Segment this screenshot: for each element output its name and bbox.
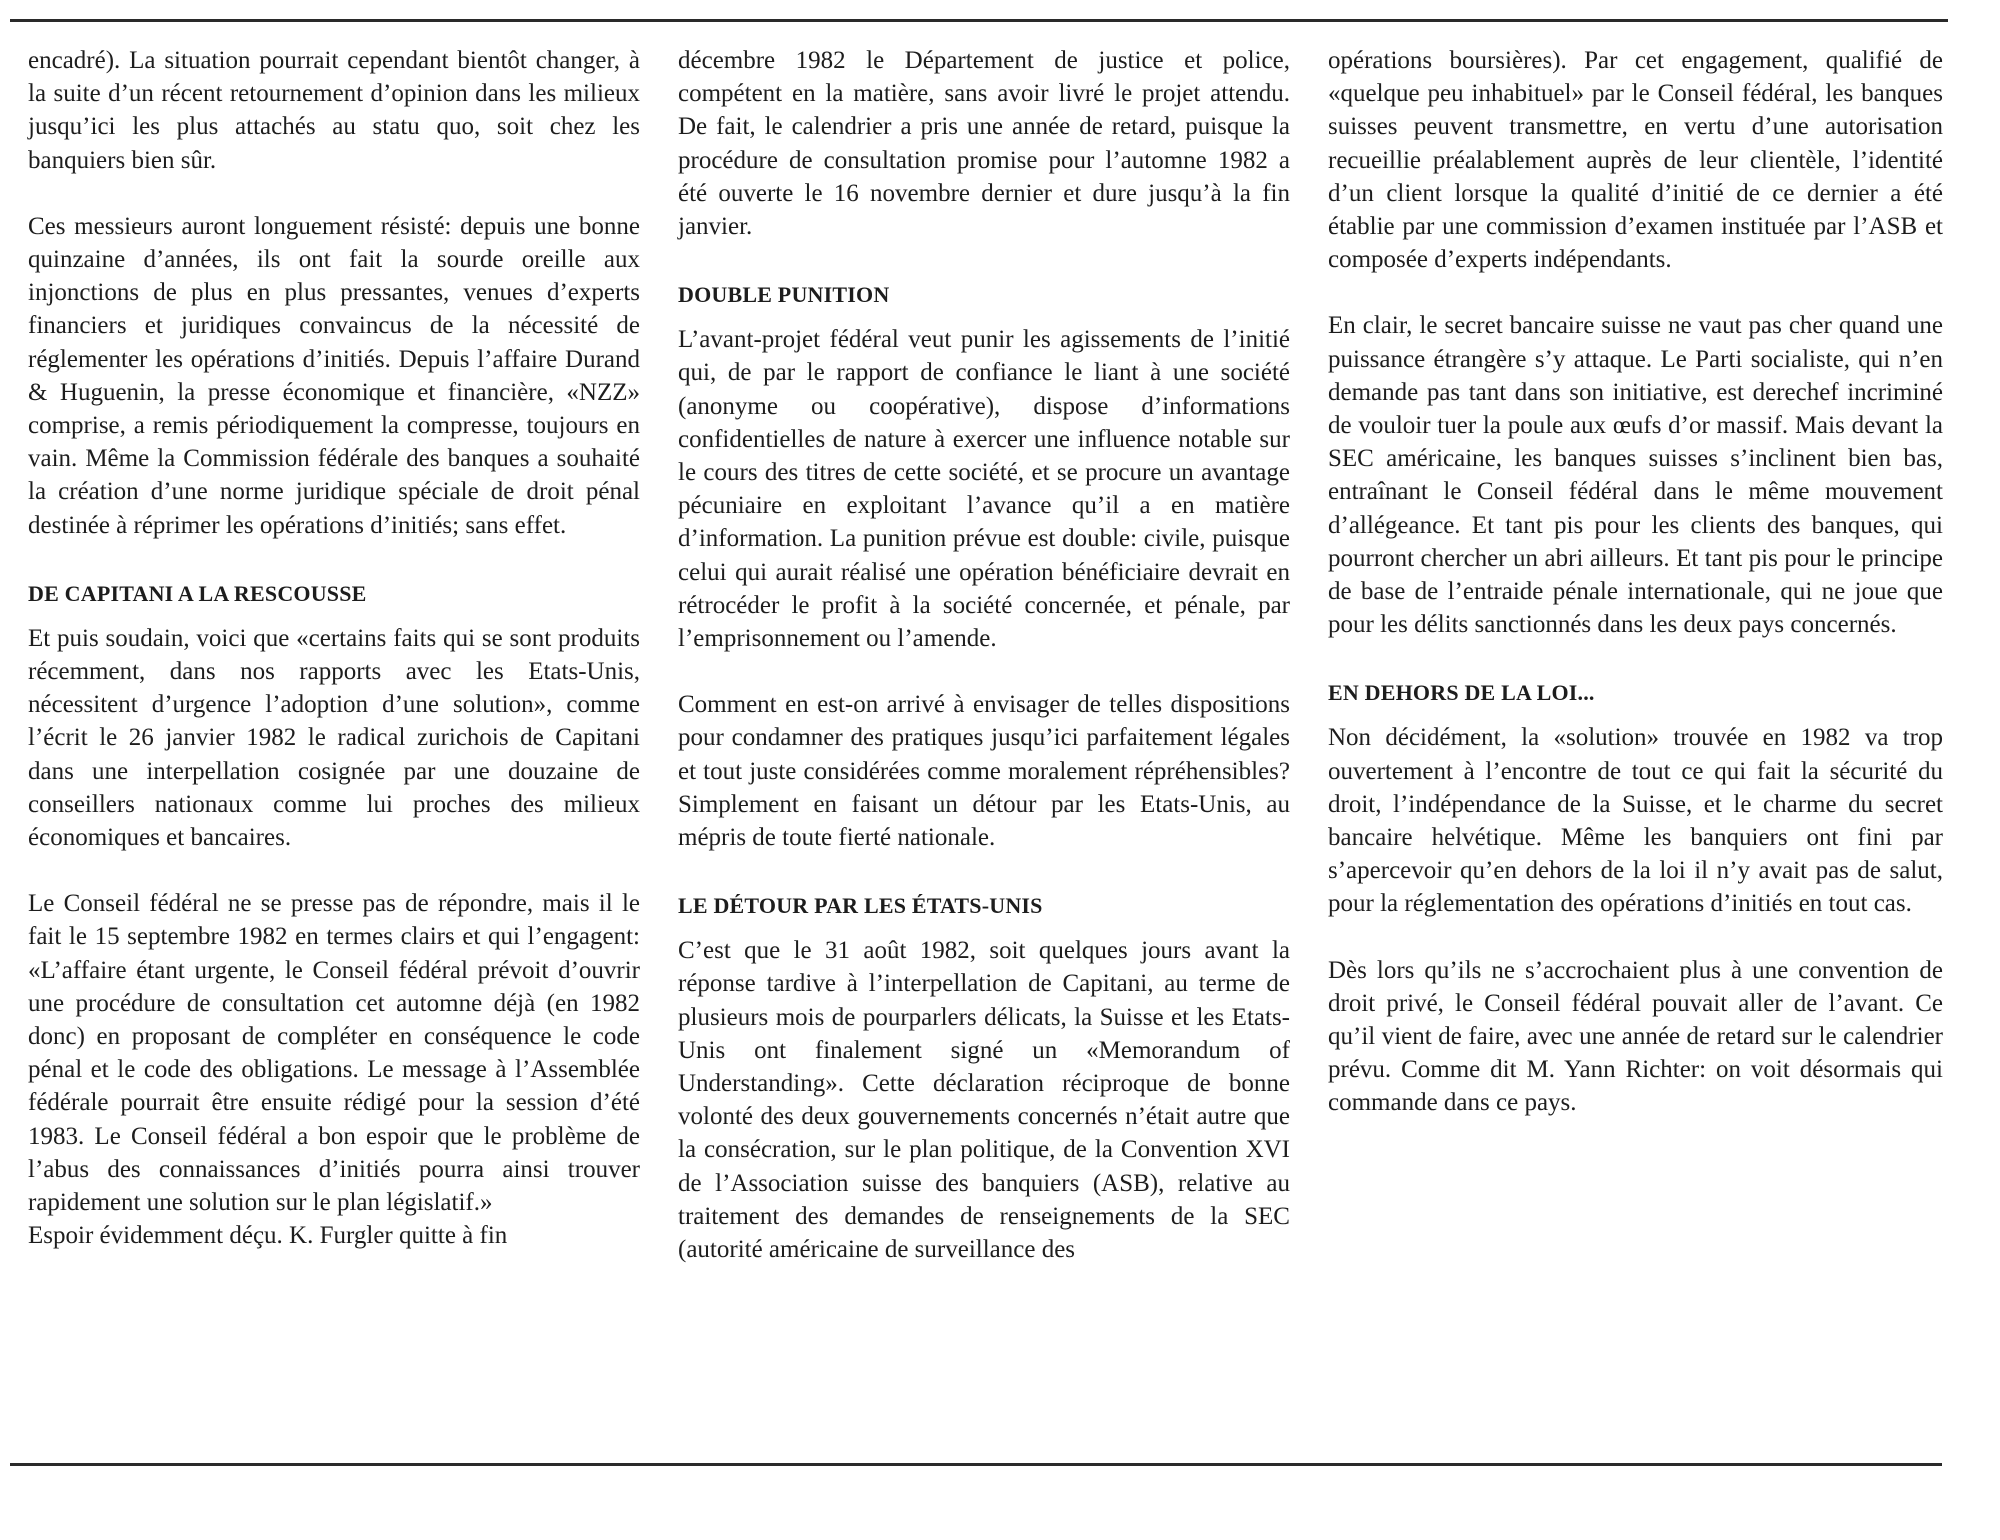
- paragraph: encadré). La situation pourrait cependant bientôt changer, à la suite d’un récent retournement d’opinion dans les milieux jusqu’ici les plus attachés au statu quo, soit chez les banquiers bien sûr.: [28, 47, 640, 174]
- paragraph: Non décidément, la «solution» trouvée en 1982 va trop ouvertement à l’encontre de tout ce qui fait la sécurité du droit, l’indépendance de la Suisse, et le charme du secret bancaire helvétique. Même les banquiers ont fini par s’apercevoir qu’en dehors de la loi il n’y avait pas de salut, pour la réglementation des opérations d’initiés en tout cas.: [1328, 724, 1943, 918]
- section-heading: EN DEHORS DE LA LOI...: [1328, 680, 1595, 706]
- paragraph: Comment en est-on arrivé à envisager de telles dispositions pour condamner des pratiques jusqu’ici parfaitement légales et tout juste considérées comme moralement répréhensibles? Simplement en faisant un détour par les Etats-Unis, au mépris de toute fierté nationale.: [678, 691, 1290, 852]
- paragraph: opérations boursières). Par cet engagement, qualifié de «quelque peu inhabituel» par le Conseil fédéral, les banques suisses peuvent transmettre, en vertu d’une autorisation recueillie préalablement auprès de leur clientèle, l’identité d’un client lorsque la qualité d’initié de ce dernier a été établie par une commission d’examen instituée par l’ASB et composée d’experts indépendants.: [1328, 47, 1943, 274]
- paragraph: Dès lors qu’ils ne s’accrochaient plus à une convention de droit privé, le Conseil fédéral pouvait aller de l’avant. Ce qu’il vient de faire, avec une année de retard sur le calendrier prévu. Comme dit M. Yann Richter: on voit désormais qui commande dans ce pays.: [1328, 956, 1943, 1117]
- top-rule: [10, 19, 1948, 22]
- paragraph: En clair, le secret bancaire suisse ne vaut pas cher quand une puissance étrangère s’y attaque. Le Parti socialiste, qui n’en demande pas tant dans son initiative, est derechef incriminé de vouloir tuer la poule aux œufs d’or massif. Mais devant la SEC américaine, les banques suisses s’inclinent bien bas, entraînant le Conseil fédéral dans le même mouvement d’allégeance. Et tant pis pour les clients des banques, qui pourront chercher un abri ailleurs. Et tant pis pour le principe de base de l’entraide pénale internationale, qui ne joue que pour les délits sanctionnés dans les deux pays concernés.: [1328, 312, 1943, 639]
- paragraph: Ces messieurs auront longuement résisté: depuis une bonne quinzaine d’années, ils ont fait la sourde oreille aux injonctions de plus en plus pressantes, venues d’experts financiers et juridiques convaincus de la nécessité de réglementer les opérations d’initiés. Depuis l’affaire Durand & Huguenin, la presse économique et financière, «NZZ» comprise, a remis périodiquement la compresse, toujours en vain. Même la Commission fédérale des banques a souhaité la création d’une norme juridique spéciale de droit pénal destinée à réprimer les opérations d’initiés; sans effet.: [28, 212, 640, 539]
- paragraph: L’avant-projet fédéral veut punir les agissements de l’initié qui, de par le rapport de confiance le liant à une société (anonyme ou coopérative), dispose d’informations confidentielles de nature à exercer une influence notable sur le cours des titres de cette société, et se procure un avantage pécuniaire en exploitant l’avance qu’il a en matière d’information. La punition prévue est double: civile, puisque celui qui aurait réalisé une opération bénéficiaire devrait en rétrocéder le profit à la société concernée, et pénale, par l’emprisonnement ou l’amende.: [678, 326, 1290, 653]
- section-heading: LE DÉTOUR PAR LES ÉTATS-UNIS: [678, 893, 1043, 919]
- bottom-rule: [10, 1463, 1942, 1466]
- paragraph: Espoir évidemment déçu. K. Furgler quitte à fin: [28, 1222, 508, 1250]
- article-column-2: [678, 44, 1290, 1266]
- paragraph: Et puis soudain, voici que «certains faits qui se sont produits récemment, dans nos rapports avec les Etats-Unis, nécessitent d’urgence l’adoption d’une solution», comme l’écrit le 26 janvier 1982 le radical zurichois de Capitani dans une interpellation cosignée par une douzaine de conseillers nationaux comme lui proches des milieux économiques et bancaires.: [28, 624, 640, 852]
- section-heading: DOUBLE PUNITION: [678, 282, 890, 308]
- article-column-3: [1328, 44, 1943, 1120]
- article-column-1: [28, 44, 640, 1253]
- paragraph: décembre 1982 le Département de justice et police, compétent en la matière, sans avoir livré le projet attendu. De fait, le calendrier a pris une année de retard, puisque la procédure de consultation promise pour l’automne 1982 a été ouverte le 16 novembre dernier et dure jusqu’à la fin janvier.: [678, 47, 1290, 241]
- section-heading: DE CAPITANI A LA RESCOUSSE: [28, 580, 367, 606]
- paragraph: C’est que le 31 août 1982, soit quelques jours avant la réponse tardive à l’interpellation de Capitani, au terme de plusieurs mois de pourparlers délicats, la Suisse et les Etats-Unis ont finalement signé un «Memorandum of Understanding». Cette déclaration réciproque de bonne volonté des deux gouvernements concernés n’était autre que la consécration, sur le plan politique, de la Convention XVI de l’Association suisse des banquiers (ASB), relative au traitement des demandes de renseignements de la SEC (autorité américaine de surveillance des: [678, 937, 1290, 1264]
- paragraph: Le Conseil fédéral ne se presse pas de répondre, mais il le fait le 15 septembre 1982 en termes clairs et qui l’engagent: «L’affaire étant urgente, le Conseil fédéral prévoit d’ouvrir une procédure de consultation cet automne déjà (en 1982 donc) en proposant de compléter en conséquence le code pénal et le code des obligations. Le message à l’Assemblée fédérale pourrait être ensuite rédigé pour la session d’été 1983. Le Conseil fédéral a bon espoir que le problème de l’abus des connaissances d’initiés pourra ainsi trouver rapidement une solution sur le plan législatif.»: [28, 890, 640, 1217]
